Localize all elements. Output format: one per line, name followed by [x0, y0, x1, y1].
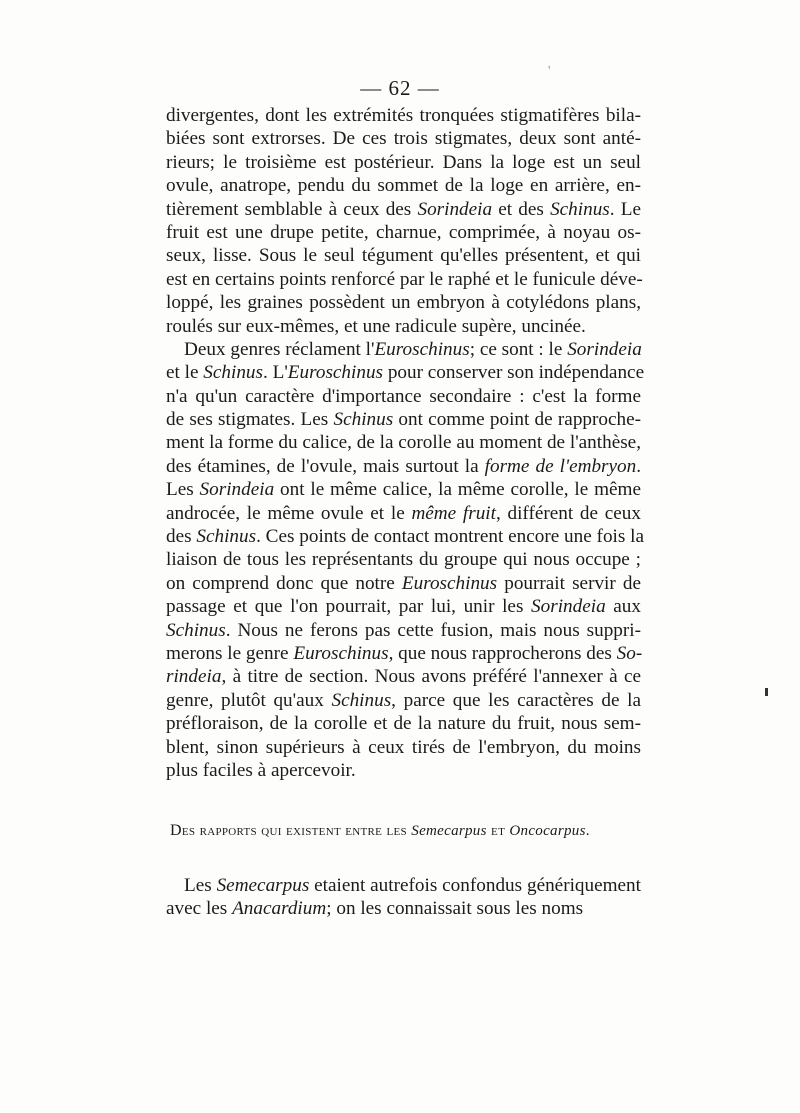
text-segment: ; ce sont : le — [469, 338, 568, 360]
text-line: biées sont extrorses. De ces trois stigmates, deux sont anté- — [166, 128, 641, 150]
text-line: n'a qu'un caractère d'importance secondaire : c'est la forme — [166, 385, 641, 407]
text-line: rieurs; le troisième est postérieur. Dans la loge est un seul — [166, 151, 641, 173]
text-segment: . L' — [263, 362, 288, 384]
text-line: blent, sinon supérieurs à ceux tirés de l'embryon, du moins — [166, 736, 641, 758]
section-heading-suffix: . — [585, 823, 590, 839]
text-segment: on comprend donc que notre — [166, 572, 402, 594]
text-line — [166, 408, 641, 431]
text-line — [166, 689, 641, 712]
italic-term: Sorindeia — [199, 479, 275, 501]
text-segment: . Ces points de contact montrent encore une fois la — [256, 526, 644, 548]
section-heading-genus-1: Semecarpus — [411, 823, 487, 839]
text-line: divergentes, dont les extrémités tronquées stigmatifères bila- — [166, 105, 641, 126]
text-segment: des — [166, 526, 197, 548]
print-speck — [765, 688, 768, 696]
text-segment: de ses stigmates. Les — [166, 409, 334, 431]
text-line: ovule, anatrope, pendu du sommet de la loge en arrière, en- — [166, 175, 641, 197]
text-line: liaison de tous les représentants du groupe qui nous occupe ; — [166, 549, 641, 571]
italic-term: Schinus — [203, 362, 263, 384]
text-segment: pourrait servir de — [497, 572, 641, 594]
faint-mark: ' — [548, 64, 551, 79]
italic-term: Euroschinus — [287, 362, 384, 384]
italic-term: Schinus — [166, 619, 226, 641]
section-heading — [170, 822, 645, 840]
text-line — [166, 572, 641, 595]
text-line — [166, 338, 641, 361]
text-line — [166, 361, 645, 384]
text-segment: , différent de ceux — [495, 502, 641, 524]
section-heading-prefix: Des rapports qui existent entre les — [170, 822, 412, 839]
text-line — [166, 619, 641, 642]
italic-term: Euroschinus — [293, 642, 389, 664]
paragraph-3 — [166, 874, 641, 921]
text-segment: Les — [184, 875, 217, 896]
text-segment: et des — [492, 198, 551, 220]
text-line: seux, lisse. Sous le seul tégument qu'elles présentent, et qui — [166, 245, 641, 267]
italic-term: Anacardium — [232, 898, 327, 920]
text-segment: , à titre de section. Nous avons préféré l'annexer à ce — [221, 666, 641, 688]
text-segment: des étamines, de l'ovule, mais surtout la — [166, 455, 485, 477]
text-line — [166, 198, 641, 221]
text-segment: Les — [166, 479, 200, 501]
text-line — [166, 455, 641, 478]
italic-term: Schinus — [196, 526, 257, 548]
text-line: fruit est une drupe petite, charnue, comprimée, à noyau os- — [166, 221, 641, 243]
text-segment: . — [636, 455, 642, 477]
text-line — [166, 525, 644, 548]
text-segment: avec les — [166, 898, 233, 920]
text-line — [166, 502, 641, 525]
text-segment: etaient autrefois confondus génériquement — [309, 875, 641, 896]
italic-term: Sorindeia — [567, 338, 642, 360]
paragraph-2 — [166, 338, 645, 782]
paragraph-1 — [166, 104, 641, 338]
text-segment: . Nous ne ferons pas cette fusion, mais nous suppri- — [225, 619, 641, 641]
text-segment: et le — [166, 362, 204, 384]
italic-term: Schinus — [550, 198, 610, 220]
text-segment: passage et que l'on pourrait, par lui, unir les — [166, 596, 532, 618]
text-segment: genre, plutôt qu'aux — [166, 689, 332, 711]
text-line — [166, 665, 641, 688]
text-segment: aux — [605, 596, 641, 618]
text-segment: ; on les connaissait sous les noms — [326, 898, 584, 920]
text-segment: ont le même calice, la même corolle, le même — [274, 479, 641, 501]
italic-term: Schinus — [333, 409, 394, 431]
italic-term: forme de l'embryon — [484, 455, 637, 477]
body-text — [166, 104, 645, 782]
text-line: est en certains points renforcé par le raphé et le funicule déve- — [166, 268, 643, 290]
text-segment: , que nous rapprocherons des — [388, 642, 617, 664]
italic-term: Schinus — [331, 689, 392, 711]
italic-term: So- — [616, 642, 643, 664]
text-line — [166, 478, 641, 501]
italic-term: rindeia — [166, 666, 222, 688]
italic-term: Euroschinus — [401, 572, 498, 594]
text-line: roulés sur eux-mêmes, et une radicule supère, uncinée. — [166, 315, 586, 337]
text-segment: pour conserver son indépendance — [383, 362, 645, 384]
text-line — [166, 897, 641, 920]
italic-term: Euroschinus — [374, 338, 470, 360]
text-line: loppé, les graines possèdent un embryon à cotylédons plans, — [166, 292, 641, 314]
text-line: préfloraison, de la corolle et de la nature du fruit, nous sem- — [166, 713, 641, 735]
section-heading-genus-2: Oncocarpus — [509, 823, 586, 839]
page-number: — 62 — — [360, 76, 440, 100]
italic-term: Sorindeia — [531, 596, 606, 618]
text-segment: tièrement semblable à ceux des — [166, 198, 418, 220]
text-line — [166, 595, 641, 618]
text-line — [166, 874, 641, 897]
italic-term: Semecarpus — [216, 875, 310, 896]
italic-term: Sorindeia — [417, 198, 493, 220]
text-segment: androcée, le même ovule et le — [166, 502, 412, 524]
text-segment: , parce que les caractères de la — [391, 689, 642, 711]
text-segment: Deux genres réclament l' — [184, 338, 375, 360]
text-line: plus faciles à apercevoir. — [166, 759, 356, 781]
section-heading-middle: et — [486, 822, 510, 839]
text-line: ment la forme du calice, de la corolle au moment de l'anthèse, — [166, 432, 641, 454]
text-line — [166, 642, 641, 665]
italic-term: même fruit — [411, 502, 496, 524]
text-segment: ont comme point de rapproche- — [393, 409, 641, 431]
text-segment: . Le — [609, 198, 641, 220]
text-segment: merons le genre — [166, 642, 294, 664]
